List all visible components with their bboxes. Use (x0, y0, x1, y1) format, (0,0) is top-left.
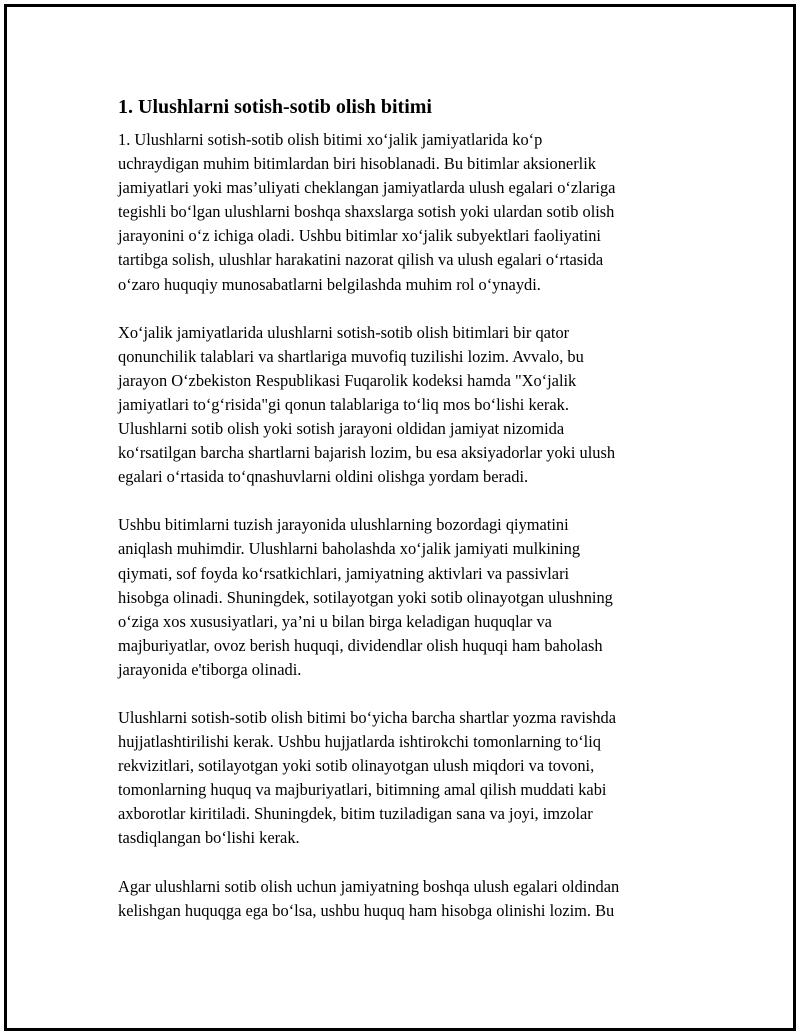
paragraph-3: Ushbu bitimlarni tuzish jarayonida ulushlarning bozordagi qiymatini aniqlash muhimdir. Ulushlarni baholashda xo‘jalik jamiyati mulkining qiymati, sof foyda ko‘rsatkichlari, jamiyatning aktivlari va passivlari hisobga olinadi. Shuningdek, sotilayotgan yoki sotib olinayotgan ulushning o‘ziga xos xususiyatlari, ya’ni u bilan birga keladigan huquqlar va majburiyatlar, ovoz berish huquqi, dividendlar olish huquqi ham baholash jarayonida e'tiborga olinadi. (118, 515, 613, 679)
paragraph-2: Xo‘jalik jamiyatlarida ulushlarni sotish-sotib olish bitimlari bir qator qonunchilik talablari va shartlariga muvofiq tuzilishi lozim. Avvalo, bu jarayon O‘zbekiston Respublikasi Fuqarolik kodeksi hamda "Xo‘jalik jamiyatlari to‘g‘risida"gi qonun talablariga to‘liq mos bo‘lishi kerak. Ulushlarni sotib olish yoki sotish jarayoni oldidan jamiyat nizomida ko‘rsatilgan barcha shartlarni bajarish lozim, bu esa aksiyadorlar yoki ulush egalari o‘rtasida to‘qnashuvlarni oldini olishga yordam beradi. (118, 322, 616, 487)
paragraph-5: Agar ulushlarni sotib olish uchun jamiyatning boshqa ulush egalari oldindan kelishgan huquqga ega bo‘lsa, ushbu huquq ham hisobga olinishi lozim. Bu (118, 876, 620, 920)
paragraph-1: 1. Ulushlarni sotish-sotib olish bitimi xo‘jalik jamiyatlarida ko‘p uchraydigan muhim bitimlardan biri hisoblanadi. Bu bitimlar aksionerlik jamiyatlari yoki mas’uliyati cheklangan jamiyatlarda ulush egalari o‘zlariga tegishli bo‘lgan ulushlarni boshqa shaxslarga sotish yoki ulardan sotib olish jarayonini o‘z ichiga oladi. Ushbu bitimlar xo‘jalik subyektlari faoliyatini tartibga solish, ulushlar harakatini nazorat qilish va ulush egalari o‘rtasida o‘zaro huquqiy munosabatlarni belgilashda muhim rol o‘ynaydi. (118, 130, 616, 294)
document-body (118, 94, 678, 947)
section-heading: 1. Ulushlarni sotish-sotib olish bitimi (118, 96, 432, 118)
paragraph-4: Ulushlarni sotish-sotib olish bitimi bo‘yicha barcha shartlar yozma ravishda hujjatlashtirilishi kerak. Ushbu hujjatlarda ishtirokchi tomonlarning to‘liq rekvizitlari, sotilayotgan yoki sotib olinayotgan ulush miqdori va tovoni, tomonlarning huquq va majburiyatlari, bitimning amal qilish muddati kabi axborotlar kiritiladi. Shuningdek, bitim tuziladigan sana va joyi, imzolar tasdiqlangan bo‘lishi kerak. (118, 707, 616, 848)
